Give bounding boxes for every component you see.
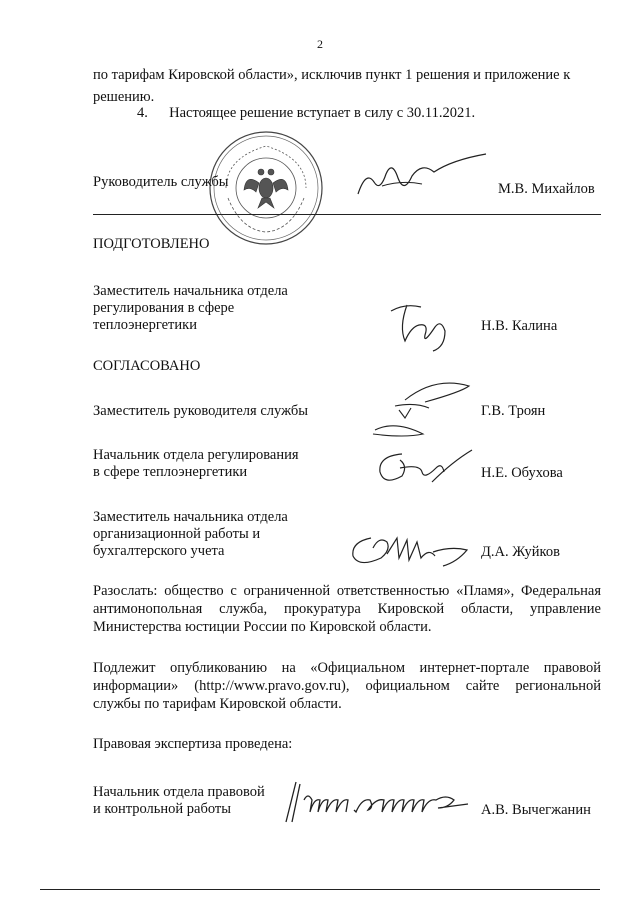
item-4 — [137, 105, 475, 122]
agreed-signer-3-position-line: организационной работы и — [93, 526, 261, 542]
footer-line — [40, 889, 600, 890]
legal-head-signature — [278, 778, 478, 828]
agreed-signer-3-position — [93, 509, 288, 560]
agreed-signer-1-position: Заместитель руководителя службы — [93, 403, 309, 419]
agreed-signer-3-position-line: бухгалтерского учета — [93, 543, 225, 559]
prepared-heading: ПОДГОТОВЛЕНО — [93, 236, 210, 252]
intro-paragraph: по тарифам Кировской области», исключив пункт 1 решения и приложение к решению. — [93, 67, 571, 105]
agreed-signer-3-position-line: Заместитель начальника отдела — [93, 509, 288, 525]
head-name: М.В. Михайлов — [498, 181, 595, 197]
head-position: Руководитель службы — [93, 174, 229, 190]
agreed-heading: СОГЛАСОВАНО — [93, 358, 201, 374]
legal-head-position-line: и контрольной работы — [93, 801, 231, 817]
prepared-position-line: Заместитель начальника отдела — [93, 283, 288, 299]
page-number: 2 — [317, 37, 323, 51]
distribution-paragraph: Разослать: общество с ограниченной ответственностью «Пламя», Федеральная антимонопольная служба, прокуратура Кировской области, управление Министерства юстиции России по Кировской области. — [93, 583, 601, 635]
separator-line — [93, 214, 601, 215]
agreed-signer-1-signature — [365, 372, 475, 442]
legal-head-position-line: Начальник отдела правовой — [93, 784, 265, 800]
agreed-signer-3-name: Д.А. Жуйков — [481, 544, 560, 560]
item-4-text: Настоящее решение вступает в силу с 30.11.2021. — [169, 105, 476, 121]
prepared-position — [93, 283, 288, 334]
agreed-signer-2-position-line: в сфере теплоэнергетики — [93, 464, 248, 480]
prepared-position-line: теплоэнергетики — [93, 317, 197, 333]
legal-head-name: А.В. Вычегжанин — [481, 802, 591, 818]
agreed-signer-3-signature — [347, 528, 477, 573]
legal-head-position — [93, 784, 265, 818]
prepared-position-line: регулирования в сфере — [93, 300, 235, 316]
item-4-number: 4. — [137, 105, 148, 121]
agreed-signer-2-name: Н.Е. Обухова — [481, 465, 563, 481]
publication-paragraph: Подлежит опубликованию на «Официальном интернет-портале правовой информации» (http://www.pravo.gov.ru), официальном сайте региональной службы по тарифам Кировской области. — [93, 660, 601, 712]
prepared-name: Н.В. Калина — [481, 318, 558, 334]
agreed-signer-2-position — [93, 447, 299, 481]
head-signature — [352, 150, 492, 205]
prepared-signature — [385, 297, 465, 352]
agreed-signer-2-position-line: Начальник отдела регулирования — [93, 447, 299, 463]
agreed-signer-1-name: Г.В. Троян — [481, 403, 546, 419]
legal-review-label: Правовая экспертиза проведена: — [93, 736, 293, 752]
agreed-signer-2-signature — [372, 442, 477, 492]
